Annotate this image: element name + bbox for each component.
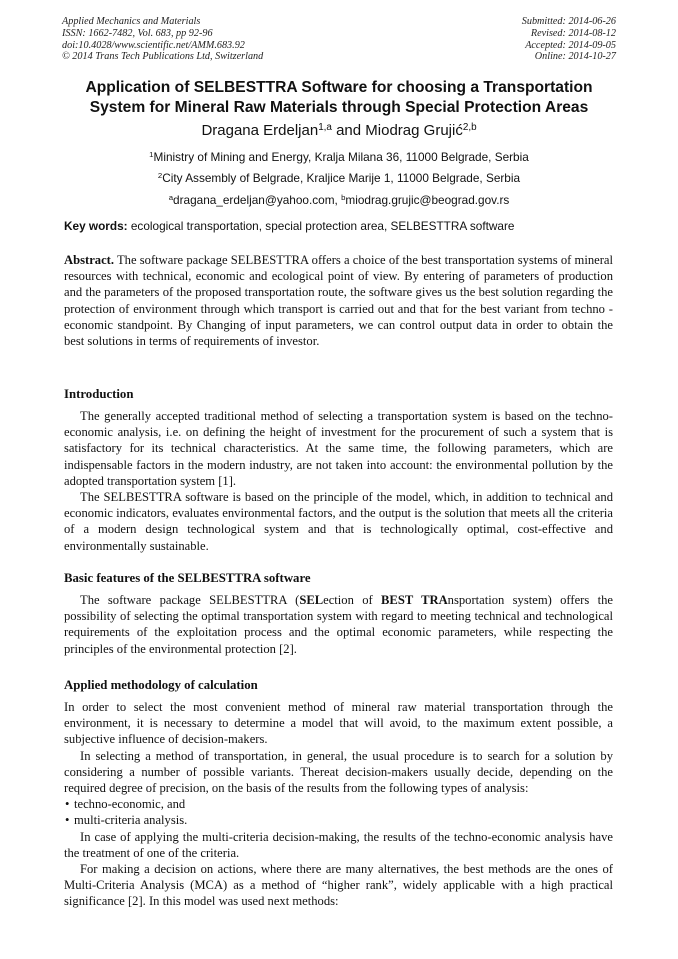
accepted-date: Accepted: 2014-09-05 [525, 39, 616, 51]
copyright: © 2014 Trans Tech Publications Ltd, Switzerland [62, 51, 264, 63]
keywords [64, 219, 620, 233]
journal-name: Applied Mechanics and Materials [62, 16, 201, 27]
list-item: • multi-criteria analysis. [64, 812, 613, 828]
author-list [60, 122, 618, 140]
abstract [64, 252, 613, 349]
keywords-text: ecological transportation, special protection area, SELBESTTRA software [127, 219, 515, 233]
affiliation-superscript: 1 [149, 150, 154, 160]
section-body [64, 699, 613, 910]
abstract-text: The software package SELBESTTRA offers a choice of the best transportation systems of mineral resources with technical, economic and ecological point of view. By entering of parameters of production and the parameters of the proposed transportation route, the software gives us the best solution regarding the protection of environment through which transport is carried out and that for the best variant from techno - economic standpoint. By Changing of input parameters, we can control output data in order to obtain the best solutions in terms of requirements of investor. [64, 253, 613, 349]
submitted-date: Submitted: 2014-06-26 [521, 16, 616, 27]
author-superscript: 1,a [318, 122, 332, 134]
email-superscript: a [168, 193, 174, 203]
keywords-label: Key words: [64, 219, 128, 233]
paragraph: In selecting a method of transportation, in general, the usual procedure is to search for a solution by considering a number of possible variants. Thereat decision-makers usually decide, depending on the required degree of precision, on the basis of the results from the following types of analysis: [64, 748, 613, 796]
list-item: • techno-economic, and [64, 796, 613, 812]
paragraph: For making a decision on actions, where there are many alternatives, the best methods are the ones of Multi-Criteria Analysis (MCA) as a method of “higher rank”, widely applicable with a high practical significance [2]. In this model was used next methods: [64, 862, 613, 909]
section-heading: Applied methodology of calculation [64, 678, 258, 692]
paragraph-text: The software package SELBESTTRA ( [80, 593, 300, 607]
email-link[interactable]: miodrag.grujic@beograd.gov.rs [345, 193, 510, 207]
author-emails [60, 193, 618, 207]
submission-dates [522, 16, 616, 63]
paragraph-text: nsportation system) offers the possibility of selecting the optimal transportation system with regard to meeting technical and technological requirements of the exploitation process and the optimal economic parameters, while respecting the principles of the environmental protection [2]. [64, 593, 613, 656]
affiliation-text: Ministry of Mining and Energy, Kralja Milana 36, 11000 Belgrade, Serbia [153, 150, 529, 164]
paper-title [60, 78, 618, 118]
affiliation-superscript: 2 [157, 171, 163, 181]
doi: doi:10.4028/www.scientific.net/AMM.683.92 [62, 39, 245, 51]
affiliation [60, 171, 618, 185]
online-date: Online: 2014-10-27 [534, 51, 616, 63]
abstract-label: Abstract. [64, 253, 115, 267]
emphasis-text: SEL [299, 593, 324, 607]
author-name: Miodrag Grujić [365, 122, 463, 139]
paragraph: In case of applying the multi-criteria decision-making, the results of the techno-economic analysis have the treatment of one of the criteria. [64, 829, 613, 860]
section-body [64, 408, 613, 554]
paragraph: In order to select the most convenient method of mineral raw material transportation through the environment, it is necessary to determine a model that will avoid, to the maximum extent possible, a subjective influence of decision-makers. [64, 700, 613, 747]
paragraph: The generally accepted traditional method of selecting a transportation system is based on the techno-economic analysis, i.e. on defining the height of investment for the procurement of such a system that is satisfactory for its technical characteristics. At the same time, the following parameters, which are indispensable factors in the modern industry, are not taken into account: the environmental pollution by the adopted transportation system [1]. [64, 409, 613, 488]
title-line-1: Application of SELBESTTRA Software for choosing a Transportation [85, 79, 593, 96]
section-heading: Introduction [64, 387, 134, 401]
paragraph [64, 592, 613, 657]
paragraph-text: ection of [323, 593, 382, 607]
affiliation [60, 150, 618, 164]
title-line-2: System for Mineral Raw Materials through Special Protection Areas [89, 99, 589, 116]
paragraph: The SELBESTTRA software is based on the principle of the model, which, in addition to technical and economic indicators, evaluates environmental factors, and the output is the solution that meets all the criteria of a modern design technological system and that is technologically optimal, cost-effective and environmentally sustainable. [64, 490, 613, 553]
email-superscript: b [341, 193, 346, 203]
bullet-list [64, 796, 613, 828]
section-body [64, 592, 613, 657]
revised-date: Revised: 2014-08-12 [530, 27, 616, 39]
author-superscript: 2,b [462, 122, 477, 134]
author-conjunction: and [331, 122, 366, 139]
author-name: Dragana Erdeljan [201, 122, 319, 139]
affiliation-text: City Assembly of Belgrade, Kraljice Marije 1, 11000 Belgrade, Serbia [162, 171, 521, 185]
emphasis-text: BEST TRA [381, 593, 448, 607]
issn-volume: ISSN: 1662-7482, Vol. 683, pp 92-96 [62, 27, 213, 39]
journal-info [62, 16, 263, 63]
email-link[interactable]: dragana_erdeljan@yahoo.com, [173, 193, 342, 207]
section-heading: Basic features of the SELBESTTRA software [64, 571, 311, 585]
